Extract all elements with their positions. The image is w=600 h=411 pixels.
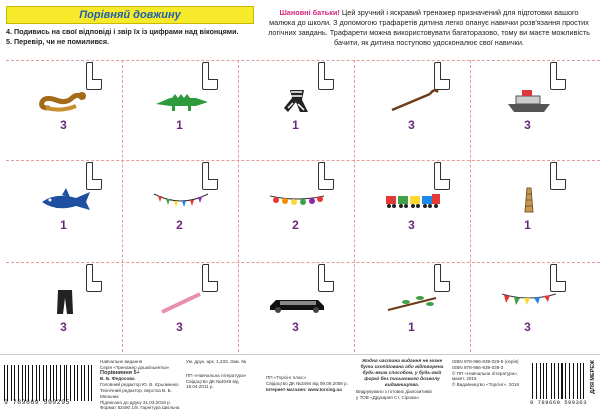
barcode-bar <box>58 365 59 401</box>
answer-number: 3 <box>238 320 353 334</box>
window-flap <box>92 264 102 282</box>
imprint-line: В. Б. Федосова <box>100 376 180 382</box>
barcode-bar <box>25 365 26 401</box>
window-flap <box>556 162 566 180</box>
answer-cell <box>6 60 121 152</box>
window-flap <box>440 162 450 180</box>
window-flap <box>208 162 218 180</box>
imprint-line: Навчальне видання <box>100 359 180 365</box>
train-icon <box>384 186 442 214</box>
imprint-col-2 <box>186 359 261 390</box>
barcode-bar <box>573 363 574 399</box>
answer-cell <box>470 262 585 354</box>
answer-cell <box>6 262 121 354</box>
imprint-line: Свідоцтво ДК №4049 від 18.04.2011 р. <box>186 379 261 391</box>
copyright-notice: Жодна частина видання не може бути скопійована або відтворена будь-яким способом, у будь-якій формі без письмового дозволу видавництва. <box>356 359 448 389</box>
imprint-line: Порівняння 5+ <box>100 371 180 377</box>
barcode-bar <box>554 363 555 399</box>
crocodile-icon <box>152 86 210 114</box>
barcode-bar <box>18 365 19 401</box>
parents-text: Цей зручний і яскравий тренажер призначений для підготовки вашого малюка до школи. З допомогою трафаретів дитина легко опанує навички розв'язання простих логічних завдань. Трафарети можна використовувати багаторазово, тому ви маєте можливість бачити, як дитина поступово удосконалює свої навички. <box>268 8 590 47</box>
imprint-line: Свідоцтво ДК №3494 від 09.09.2008 р. <box>266 381 351 387</box>
barcode-bar <box>561 363 563 399</box>
answer-number: 3 <box>6 118 121 132</box>
barcode-bar <box>93 365 94 401</box>
barcode-bar <box>537 363 539 399</box>
barcode-bar <box>556 363 557 399</box>
barcode-bar <box>551 363 552 399</box>
barcode-bar <box>585 363 586 399</box>
barcode-bar <box>540 363 541 399</box>
barcode-bar <box>559 363 560 399</box>
tower-icon <box>500 186 558 214</box>
answer-number: 2 <box>238 218 353 232</box>
imprint-line: ПП «Навчальна література» <box>186 373 261 379</box>
answer-cell <box>122 160 237 252</box>
answer-cell <box>470 160 585 252</box>
barcode-bar <box>44 365 45 401</box>
barcode-bar <box>82 365 83 401</box>
answer-number: 3 <box>6 320 121 334</box>
imprint-line: Ум. друк. арк. 1,233. Зам. № <box>186 359 261 365</box>
trousers-icon <box>36 288 94 316</box>
answer-cell <box>238 60 353 152</box>
answer-number: 3 <box>354 118 469 132</box>
isbn-line: ISBN 978-966-939-029-5 (серія) <box>452 359 532 365</box>
barcode-bar <box>48 365 49 401</box>
instructions <box>6 27 268 46</box>
barcode-bar <box>41 365 42 401</box>
barcode-bar <box>574 363 576 399</box>
flag-garland-icon <box>500 288 558 316</box>
window-flap <box>440 62 450 80</box>
imprint-line: у ТОВ «Друкарня Ст. Сірожа» <box>356 395 448 401</box>
barcode-bar <box>553 363 554 399</box>
barcode-bar <box>569 363 570 399</box>
window-flap <box>556 264 566 282</box>
barcode-bar <box>53 365 54 401</box>
barcode-bar <box>564 363 565 399</box>
imprint-line: ПП «Торсінг плюс» <box>266 375 351 381</box>
answer-cell <box>354 60 469 152</box>
answer-cell <box>6 160 121 252</box>
barcode-bar <box>536 363 537 399</box>
answer-cell <box>354 160 469 252</box>
isbn-line: ISBN 978-966-939-036-3 <box>452 365 532 371</box>
stick-icon <box>152 288 210 316</box>
scarf-icon <box>268 86 326 114</box>
window-flap <box>324 264 334 282</box>
parents-lead: Шановні батьки! <box>279 8 339 17</box>
parents-note <box>266 8 592 48</box>
limousine-icon <box>268 288 326 316</box>
barcode-bar <box>88 365 89 401</box>
answer-cell <box>122 60 237 152</box>
answer-cell <box>122 262 237 354</box>
barcode-bar <box>14 365 15 401</box>
barcode-2 <box>532 359 586 399</box>
answer-number: 1 <box>238 118 353 132</box>
imprint-line: Серія «Тренажер дошкільнятка» <box>100 365 180 371</box>
answer-number: 2 <box>122 218 237 232</box>
barcode-bar <box>532 363 533 399</box>
barcode-bar <box>577 363 578 399</box>
answer-number: 3 <box>122 320 237 334</box>
ship-icon <box>500 86 558 114</box>
barcode-bar <box>548 363 550 399</box>
branch-icon <box>384 288 442 316</box>
answer-cell <box>354 262 469 354</box>
window-flap <box>324 162 334 180</box>
imprint-line: © Видавництво «Торсінг», 2016 <box>452 382 532 388</box>
barcode-bar <box>580 363 581 399</box>
garland-icon <box>152 186 210 214</box>
answer-cell <box>238 262 353 354</box>
barcode-bar <box>70 365 71 401</box>
barcode-2-number: 9 789669 590363 <box>530 399 587 406</box>
barcode-bar <box>20 365 21 401</box>
imprint-col-5 <box>452 359 532 388</box>
barcode-bar <box>571 363 572 399</box>
window-flap <box>556 62 566 80</box>
page-title: Порівняй довжину <box>6 6 254 24</box>
barcode-bar <box>582 363 583 399</box>
barcode-bar <box>30 365 31 401</box>
barcode-bar <box>36 365 37 401</box>
instruction-5: 5. Перевір, чи не помилився. <box>6 37 268 47</box>
answer-cell <box>238 160 353 252</box>
imprint-line: Підписано до друку 31.03.2016 р. <box>100 400 180 406</box>
ornament-garland-icon <box>268 186 326 214</box>
barcode-bar <box>541 363 542 399</box>
barcode-bar <box>578 363 579 399</box>
barcode-bar <box>72 365 73 401</box>
answer-number: 3 <box>470 118 585 132</box>
answer-number: 1 <box>122 118 237 132</box>
instruction-4: 4. Подивись на свої відповіді і звір їх із цифрами над віконцями. <box>6 27 268 37</box>
imprint-footer <box>0 354 600 408</box>
barcode-bar <box>77 365 78 401</box>
answer-number: 3 <box>470 320 585 334</box>
barcode <box>4 357 94 401</box>
imprint-line: © ПП «Навчальна література», макет, 2016 <box>452 371 532 383</box>
imprint-line: Видрукувано з готових діапозитивів <box>356 389 448 395</box>
barcode-bar <box>565 363 566 399</box>
barcode-bar <box>5 365 6 401</box>
answer-number: 1 <box>354 320 469 334</box>
vertical-label: ДЛЯ МЕРЕЖ <box>590 360 596 394</box>
imprint-line: Технічний редактор, верстка В. Б. Мельник <box>100 388 180 400</box>
answer-number: 3 <box>354 218 469 232</box>
barcode-bar <box>84 365 85 401</box>
barcode-bar <box>534 363 535 399</box>
barcode-bar <box>583 363 584 399</box>
answer-number: 1 <box>470 218 585 232</box>
barcode-bar <box>567 363 568 399</box>
answer-grid <box>6 60 600 352</box>
barcode-bar <box>61 365 62 401</box>
shark-icon <box>36 186 94 214</box>
barcode-bar <box>546 363 547 399</box>
snake-icon <box>36 86 94 114</box>
imprint-line: Інтернет-магазин: www.torsing.ua <box>266 387 351 393</box>
imprint-line: Формат 62х90 1/8. Гарнітура Шкільна <box>100 405 180 411</box>
answer-cell <box>470 60 585 152</box>
window-flap <box>440 264 450 282</box>
barcode-bar <box>545 363 546 399</box>
window-flap <box>324 62 334 80</box>
barcode-bar <box>558 363 559 399</box>
window-flap <box>208 62 218 80</box>
imprint-col-1 <box>100 359 180 411</box>
window-flap <box>92 62 102 80</box>
imprint-col-3 <box>266 359 351 392</box>
barcode-bar <box>9 365 10 401</box>
imprint-line: Головний редактор Ю. В. Єрьоменко <box>100 382 180 388</box>
window-flap <box>208 264 218 282</box>
cane-icon <box>384 86 442 114</box>
imprint-col-4 <box>356 359 448 401</box>
barcode-bar <box>66 365 67 401</box>
window-flap <box>92 162 102 180</box>
barcode-bar <box>32 365 33 401</box>
barcode-number: 9 789669 590295 <box>4 399 70 406</box>
barcode-bar <box>543 363 544 399</box>
answer-number: 1 <box>6 218 121 232</box>
